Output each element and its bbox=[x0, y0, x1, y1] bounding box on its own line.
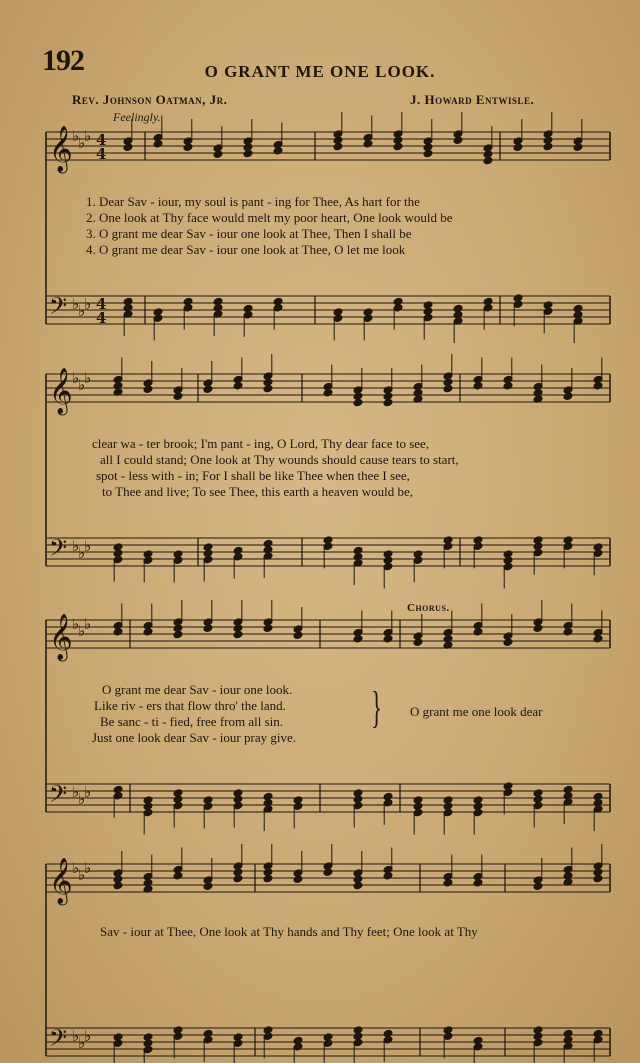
system-3-treble-note bbox=[473, 628, 483, 637]
system-3-treble-note bbox=[593, 635, 603, 644]
system-3-treble-note bbox=[143, 628, 153, 637]
system-1-key-signature: ♭ bbox=[84, 295, 92, 313]
system-1-treble-note bbox=[183, 143, 193, 152]
system-1-key-signature: ♭ bbox=[78, 134, 86, 152]
system-3-treble-note bbox=[173, 630, 183, 639]
system-1-treble-note bbox=[213, 150, 223, 159]
system-3-treble-note bbox=[233, 630, 243, 639]
system-4-key-signature: ♭ bbox=[78, 1034, 86, 1052]
system-3-treble-clef: 𝄞 bbox=[49, 614, 73, 660]
system-1-time-signature: 4 bbox=[96, 145, 107, 163]
system-3-treble-note bbox=[383, 635, 393, 644]
system-1-treble-note bbox=[393, 142, 403, 151]
system-4-key-signature: ♭ bbox=[84, 859, 92, 877]
lyric-line-2-2: all I could stand; One look at Thy wounds should cause tears to start, bbox=[100, 452, 459, 467]
tempo-marking: Feelingly. bbox=[113, 110, 161, 124]
system-2-key-signature: ♭ bbox=[84, 369, 92, 387]
system-4-treble-clef: 𝄞 bbox=[49, 858, 73, 904]
system-1-bass-clef: 𝄢 bbox=[49, 292, 68, 325]
chorus-label: Chorus. bbox=[407, 602, 450, 614]
system-3-treble-note bbox=[533, 624, 543, 633]
system-1-treble-note bbox=[543, 142, 553, 151]
page-number: 192 bbox=[42, 44, 84, 77]
system-3-key-signature: ♭ bbox=[78, 790, 86, 808]
system-4-key-signature: ♭ bbox=[72, 859, 80, 877]
system-2-treble-clef: 𝄞 bbox=[49, 368, 73, 414]
system-4-treble-note bbox=[353, 881, 363, 890]
system-2-key-signature: ♭ bbox=[78, 376, 86, 394]
lyric-line-2-1: clear wa - ter brook; I'm pant - ing, O Lord, Thy dear face to see, bbox=[92, 436, 430, 451]
system-3-key-signature: ♭ bbox=[72, 783, 80, 801]
system-1-key-signature: ♭ bbox=[72, 295, 80, 313]
author-credit: Rev. Johnson Oatman, Jr. bbox=[72, 92, 228, 107]
system-2-treble-note bbox=[323, 389, 333, 398]
lyric-line-3-1: O grant me dear Sav - iour one look. bbox=[102, 682, 293, 697]
system-4-treble-note bbox=[263, 874, 273, 883]
chorus-lyric: O grant me one look dear bbox=[410, 704, 543, 719]
system-4-bass-clef: 𝄢 bbox=[49, 1024, 68, 1057]
system-2-treble-note bbox=[143, 385, 153, 394]
system-4-treble-note bbox=[173, 872, 183, 881]
system-1-treble-note bbox=[453, 136, 463, 145]
lyric-line-1-2: 2. One look at Thy face would melt my poor heart, One look would be bbox=[86, 210, 453, 225]
system-4-treble-note bbox=[383, 872, 393, 881]
system-2-bass-clef: 𝄢 bbox=[49, 534, 68, 567]
system-4-treble-note bbox=[203, 882, 213, 891]
system-3-treble-note bbox=[413, 638, 423, 647]
system-1-treble-note bbox=[123, 143, 133, 152]
system-1-treble-note bbox=[513, 143, 523, 152]
system-2-key-signature: ♭ bbox=[72, 369, 80, 387]
lyric-line-1-1: 1. Dear Sav - iour, my soul is pant - ing for Thee, As hart for the bbox=[86, 194, 420, 209]
system-2-treble-note bbox=[443, 384, 453, 393]
system-1-key-signature: ♭ bbox=[84, 127, 92, 145]
system-2-treble-note bbox=[353, 398, 363, 407]
system-3-treble-note bbox=[263, 624, 273, 633]
lyric-line-2-4: to Thee and live; To see Thee, this earth a heaven would be, bbox=[102, 484, 413, 499]
lyric-line-2-3: spot - less with - in; For I shall be like Thee when thee I see, bbox=[96, 468, 410, 483]
system-4-treble-note bbox=[533, 882, 543, 891]
lyric-line-1-4: 4. O grant me dear Sav - iour one look at Thee, O let me look bbox=[86, 242, 406, 257]
lyric-line-4-1: Sav - iour at Thee, One look at Thy hands and Thy feet; One look at Thy bbox=[100, 924, 478, 939]
system-4-key-signature: ♭ bbox=[72, 1027, 80, 1045]
system-3-treble-note bbox=[563, 628, 573, 637]
system-3-treble-note bbox=[203, 624, 213, 633]
system-4-treble-note bbox=[113, 881, 123, 890]
system-3-key-signature: ♭ bbox=[78, 622, 86, 640]
system-3-bass-clef: 𝄢 bbox=[49, 780, 68, 813]
system-1-treble-note bbox=[243, 149, 253, 158]
lyric-brace: } bbox=[371, 683, 382, 732]
system-3-key-signature: ♭ bbox=[84, 783, 92, 801]
system-3-treble-note bbox=[113, 628, 123, 637]
system-1-time-signature: 4 bbox=[96, 295, 107, 313]
system-3-key-signature: ♭ bbox=[84, 615, 92, 633]
system-4-treble-note bbox=[593, 874, 603, 883]
system-1-key-signature: ♭ bbox=[72, 127, 80, 145]
system-2-treble-note bbox=[473, 382, 483, 391]
system-1-treble-note bbox=[333, 142, 343, 151]
system-3-treble-note bbox=[353, 635, 363, 644]
system-4-treble-note bbox=[473, 879, 483, 888]
system-3-treble-note bbox=[503, 638, 513, 647]
system-1-treble-note bbox=[423, 149, 433, 158]
system-2-treble-note bbox=[263, 384, 273, 393]
system-4-treble-note bbox=[323, 868, 333, 877]
system-1-treble-note bbox=[153, 140, 163, 149]
lyric-line-3-4: Just one look dear Sav - iour pray give. bbox=[92, 730, 296, 745]
system-1-time-signature: 4 bbox=[96, 131, 107, 149]
system-1-treble-note bbox=[573, 143, 583, 152]
system-2-treble-note bbox=[503, 382, 513, 391]
system-2-treble-note bbox=[593, 382, 603, 391]
system-1-treble-note bbox=[483, 156, 493, 165]
hymn-title: O GRANT ME ONE LOOK. bbox=[204, 62, 436, 81]
system-4-treble-note bbox=[233, 874, 243, 883]
composer-credit: J. Howard Entwisle. bbox=[410, 92, 535, 107]
system-4-treble-note bbox=[293, 875, 303, 884]
system-2-treble-note bbox=[563, 392, 573, 401]
system-2-treble-note bbox=[233, 382, 243, 391]
system-1-treble-clef: 𝄞 bbox=[49, 126, 73, 172]
system-2-key-signature: ♭ bbox=[78, 544, 86, 562]
system-2-treble-note bbox=[383, 398, 393, 407]
system-2-treble-note bbox=[203, 385, 213, 394]
system-2-key-signature: ♭ bbox=[72, 537, 80, 555]
system-1-key-signature: ♭ bbox=[78, 302, 86, 320]
lyric-line-3-3: Be sanc - ti - fied, free from all sin. bbox=[100, 714, 284, 729]
system-4-key-signature: ♭ bbox=[84, 1027, 92, 1045]
system-1-treble-note bbox=[273, 147, 283, 156]
lyric-line-3-2: Like riv - ers that flow thro' the land. bbox=[94, 698, 286, 713]
system-1-time-signature: 4 bbox=[96, 309, 107, 327]
system-4-treble-note bbox=[443, 879, 453, 888]
system-3-treble-note bbox=[293, 631, 303, 640]
lyric-line-1-3: 3. O grant me dear Sav - iour one look at Thee, Then I shall be bbox=[86, 226, 412, 241]
system-4-key-signature: ♭ bbox=[78, 866, 86, 884]
system-2-key-signature: ♭ bbox=[84, 537, 92, 555]
system-3-key-signature: ♭ bbox=[72, 615, 80, 633]
system-1-treble-note bbox=[363, 140, 373, 149]
system-2-treble-note bbox=[173, 392, 183, 401]
